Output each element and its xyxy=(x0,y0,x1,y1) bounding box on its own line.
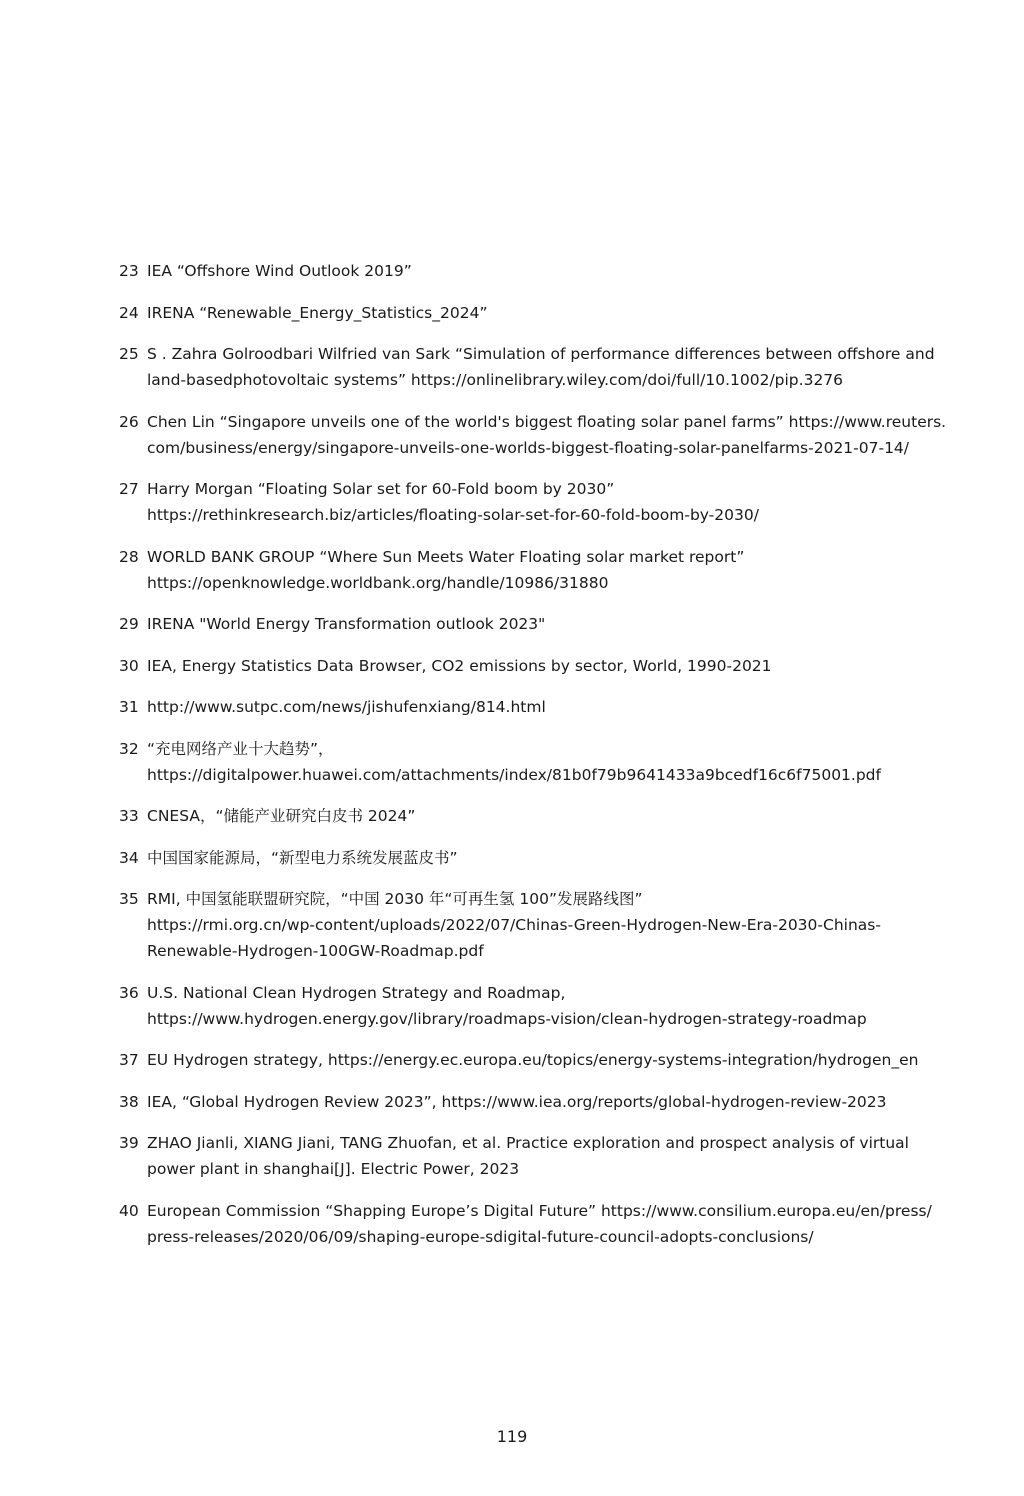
reference-text xyxy=(147,1130,919,1182)
reference-number: 32 xyxy=(119,739,139,758)
reference-text xyxy=(147,736,919,788)
reference-line: https://rmi.org.cn/wp-content/uploads/2022/07/Chinas-Green-Hydrogen-New-Era-2030-Chinas- xyxy=(147,916,881,934)
reference-line: Renewable-Hydrogen-100GW-Roadmap.pdf xyxy=(147,942,484,960)
reference-item xyxy=(119,1047,919,1073)
reference-list xyxy=(119,258,947,1265)
reference-number: 37 xyxy=(119,1051,139,1069)
reference-line: “充电网络产业十大趋势”， xyxy=(147,739,334,758)
reference-line: ZHAO Jianli, XIANG Jiani, TANG Zhuofan, et al. Practice exploration and prospect analysis of virtual xyxy=(147,1134,909,1152)
reference-line: Chen Lin “Singapore unveils one of the world's biggest floating solar panel farms” https://www.reuters. xyxy=(147,412,947,431)
reference-number: 30 xyxy=(119,656,139,675)
reference-number: 38 xyxy=(119,1092,139,1111)
reference-line: https://digitalpower.huawei.com/attachments/index/81b0f79b9641433a9bcedf16c6f75001.pdf xyxy=(147,765,881,784)
reference-line: European Commission “Shapping Europe’s Digital Future” https://www.consilium.europa.eu/en/press/ xyxy=(147,1201,932,1220)
reference-item xyxy=(119,694,919,720)
reference-number: 40 xyxy=(119,1201,139,1220)
reference-text xyxy=(147,1089,919,1115)
reference-line: power plant in shanghai[J]. Electric Power, 2023 xyxy=(147,1160,520,1178)
reference-text xyxy=(147,845,919,871)
reference-item xyxy=(119,409,947,461)
reference-item xyxy=(119,258,919,284)
page-number: 119 xyxy=(496,1427,528,1446)
reference-text xyxy=(147,258,919,284)
reference-item xyxy=(119,300,919,326)
reference-text xyxy=(147,611,919,637)
reference-text xyxy=(147,341,935,393)
reference-line: IEA, “Global Hydrogen Review 2023”, https://www.iea.org/reports/global-hydrogen-review-2023 xyxy=(147,1092,887,1111)
reference-line: EU Hydrogen strategy, https://energy.ec.europa.eu/topics/energy-systems-integration/hydrogen_en xyxy=(147,1051,919,1069)
reference-number: 25 xyxy=(119,345,139,363)
reference-item xyxy=(119,544,919,596)
reference-number: 26 xyxy=(119,412,139,431)
reference-item xyxy=(119,845,919,871)
reference-item xyxy=(119,736,919,788)
reference-line: U.S. National Clean Hydrogen Strategy and Roadmap, xyxy=(147,983,566,1002)
reference-text xyxy=(147,1047,919,1073)
reference-text xyxy=(147,476,919,528)
reference-number: 27 xyxy=(119,480,139,498)
reference-number: 33 xyxy=(119,807,139,825)
reference-number: 24 xyxy=(119,303,139,322)
reference-line: IRENA "World Energy Transformation outlook 2023" xyxy=(147,615,546,633)
reference-text xyxy=(147,1198,932,1250)
reference-line: https://openknowledge.worldbank.org/handle/10986/31880 xyxy=(147,573,609,592)
reference-number: 34 xyxy=(119,848,139,867)
reference-line: IEA “Offshore Wind Outlook 2019” xyxy=(147,262,412,280)
reference-text xyxy=(147,803,919,829)
reference-text xyxy=(147,409,946,461)
reference-number: 31 xyxy=(119,698,139,716)
reference-number: 29 xyxy=(119,615,139,633)
reference-item xyxy=(119,611,919,637)
reference-line: S . Zahra Golroodbari Wilfried van Sark “Simulation of performance differences between offshore and xyxy=(147,345,935,363)
reference-text xyxy=(147,300,919,326)
reference-line: Harry Morgan “Floating Solar set for 60-Fold boom by 2030” xyxy=(147,480,615,498)
reference-item xyxy=(119,886,919,964)
reference-number: 39 xyxy=(119,1134,139,1152)
reference-line: WORLD BANK GROUP “Where Sun Meets Water Floating solar market report” xyxy=(147,547,745,566)
reference-number: 23 xyxy=(119,262,139,280)
reference-line: RMI, 中国氢能联盟研究院，“中国 2030 年“可再生氢 100”发展路线图” xyxy=(147,890,643,908)
reference-item xyxy=(119,1198,932,1250)
reference-item xyxy=(119,341,935,393)
reference-item xyxy=(119,476,919,528)
reference-line: https://rethinkresearch.biz/articles/floating-solar-set-for-60-fold-boom-by-2030/ xyxy=(147,506,759,524)
reference-number: 35 xyxy=(119,890,139,908)
reference-line: IEA, Energy Statistics Data Browser, CO2 emissions by sector, World, 1990-2021 xyxy=(147,656,772,675)
reference-line: press-releases/2020/06/09/shaping-europe-sdigital-future-council-adopts-conclusions/ xyxy=(147,1227,814,1246)
reference-item xyxy=(119,1089,919,1115)
reference-text xyxy=(147,980,919,1032)
reference-line: com/business/energy/singapore-unveils-one-worlds-biggest-floating-solar-panelfarms-2021-07-14/ xyxy=(147,438,910,457)
reference-line: 中国国家能源局，“新型电力系统发展蓝皮书” xyxy=(147,848,458,867)
reference-item xyxy=(119,980,919,1032)
reference-item xyxy=(119,803,919,829)
reference-line: http://www.sutpc.com/news/jishufenxiang/814.html xyxy=(147,698,546,716)
reference-text xyxy=(147,694,919,720)
reference-text xyxy=(147,544,919,596)
reference-line: land-basedphotovoltaic systems” https://onlinelibrary.wiley.com/doi/full/10.1002/pip.3276 xyxy=(147,371,844,389)
reference-text xyxy=(147,886,919,964)
reference-number: 36 xyxy=(119,983,139,1002)
reference-line: https://www.hydrogen.energy.gov/library/roadmaps-vision/clean-hydrogen-strategy-roadmap xyxy=(147,1009,867,1028)
reference-item xyxy=(119,1130,919,1182)
reference-item xyxy=(119,653,919,679)
reference-line: IRENA “Renewable_Energy_Statistics_2024” xyxy=(147,303,488,322)
reference-text xyxy=(147,653,919,679)
reference-number: 28 xyxy=(119,547,139,566)
reference-line: CNESA，“储能产业研究白皮书 2024” xyxy=(147,807,416,825)
